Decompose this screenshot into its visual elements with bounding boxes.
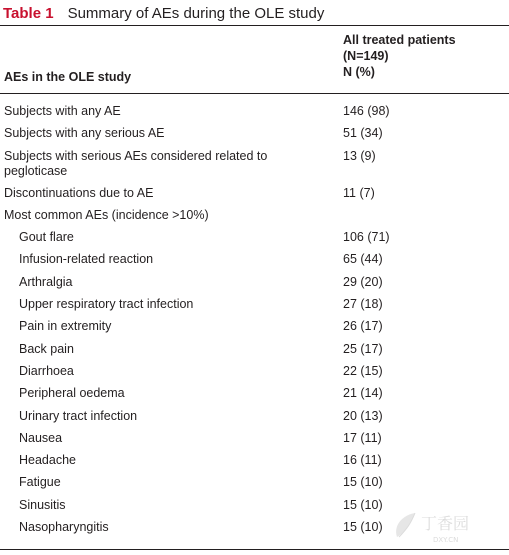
table-row: [0, 146, 509, 183]
row-label: Upper respiratory tract infection: [19, 297, 194, 312]
watermark-logo: [389, 507, 499, 547]
column-header-treated: [343, 32, 456, 80]
table-row: [0, 428, 509, 450]
row-value: 51 (34): [343, 126, 383, 141]
column-header-line: All treated patients: [343, 33, 456, 47]
row-label: Headache: [19, 453, 76, 468]
table-row: [0, 123, 509, 145]
row-label: Discontinuations due to AE: [4, 185, 154, 200]
row-value: 20 (13): [343, 408, 383, 423]
table-row: [0, 183, 509, 205]
table-row: [0, 294, 509, 316]
row-value: 65 (44): [343, 252, 383, 267]
table-row: [0, 472, 509, 494]
column-header-aes: AEs in the OLE study: [4, 70, 132, 84]
row-value: 15 (10): [343, 475, 383, 490]
row-value: 26 (17): [343, 319, 383, 334]
row-value: 15 (10): [343, 520, 383, 535]
table-row: [0, 227, 509, 249]
row-label: Fatigue: [19, 475, 61, 490]
table-row: [0, 339, 509, 361]
row-label: Most common AEs (incidence >10%): [4, 207, 209, 222]
table-row: [0, 450, 509, 472]
table-row: [0, 272, 509, 294]
row-label: Urinary tract infection: [19, 408, 138, 423]
row-value: 13 (9): [343, 148, 376, 163]
row-label: Back pain: [19, 341, 74, 356]
row-value: 17 (11): [343, 430, 382, 445]
table-body: [0, 101, 509, 539]
row-value: 11 (7): [343, 185, 375, 200]
table-row: [0, 383, 509, 405]
row-label: Diarrhoea: [19, 363, 74, 378]
row-label: Sinusitis: [19, 497, 66, 512]
watermark-text: 丁香园: [421, 514, 470, 533]
table-row: [0, 205, 509, 227]
row-label: Arthralgia: [19, 274, 73, 289]
table-row: [0, 406, 509, 428]
row-value: 22 (15): [343, 363, 383, 378]
row-value: 15 (10): [343, 497, 383, 512]
row-label: Subjects with any AE: [4, 104, 121, 118]
table-caption: [3, 2, 324, 24]
table-title: Summary of AEs during the OLE study: [67, 4, 325, 22]
table-number: Table 1: [3, 4, 54, 22]
row-label: Pain in extremity: [19, 319, 112, 334]
header-rule: [0, 93, 509, 94]
column-header-line: (N=149): [343, 49, 389, 63]
top-rule: [0, 25, 509, 26]
row-value: 25 (17): [343, 341, 383, 356]
row-value: 29 (20): [343, 274, 383, 289]
row-value: 16 (11): [343, 453, 382, 468]
row-label: Nausea: [19, 430, 63, 445]
table-row: [0, 101, 509, 123]
row-value: 146 (98): [343, 104, 390, 118]
row-label: Infusion-related reaction: [19, 252, 154, 267]
row-value: 21 (14): [343, 386, 383, 401]
row-value: 106 (71): [343, 230, 390, 245]
column-header-line: N (%): [343, 65, 375, 79]
table-row: [0, 361, 509, 383]
leaf-logo-icon: [389, 507, 499, 547]
row-label: Peripheral oedema: [19, 386, 125, 401]
row-label: Subjects with any serious AE: [4, 126, 165, 141]
row-label: Nasopharyngitis: [19, 520, 109, 535]
table-row: [0, 316, 509, 338]
row-value: 27 (18): [343, 297, 383, 312]
bottom-rule: [0, 549, 509, 550]
table-row: [0, 249, 509, 271]
row-label: Gout flare: [19, 230, 74, 245]
watermark-subtext: DXY.CN: [433, 536, 459, 544]
row-label: Subjects with serious AEs considered related to pegloticase: [4, 148, 268, 178]
